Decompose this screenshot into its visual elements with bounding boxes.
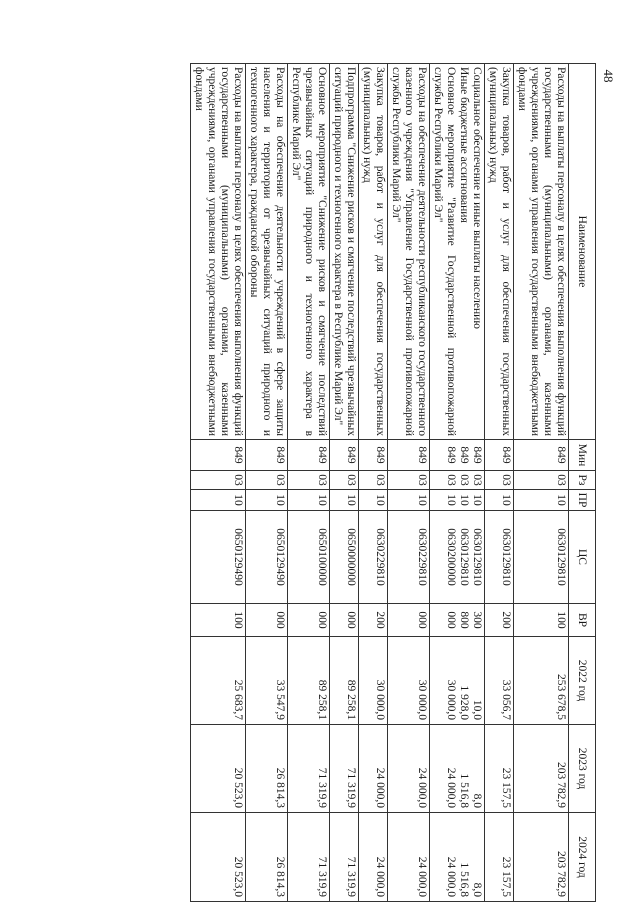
row-vr: 300 [471, 611, 483, 629]
row-2022: 1 928,0 [458, 685, 470, 720]
row-2023: 26 814,3 [246, 725, 288, 813]
row-rz: 03 [191, 471, 246, 490]
row-2024: 8,0 [471, 882, 483, 897]
header-2023: 2023 год [569, 725, 596, 813]
row-pr: 10 [246, 490, 288, 511]
row-2024: 1 516,8 [458, 862, 470, 897]
row-name: Закупка товаров, работ и услуг для обеспечения государственных (муниципальных) нужд [359, 64, 388, 440]
header-2022: 2022 год [569, 637, 596, 725]
row-2022: 89 258,1 [330, 637, 359, 725]
row-2023: 20 523,0 [191, 725, 246, 813]
row-2022: 10,0 [471, 699, 483, 720]
row-pr: 10 [359, 490, 388, 511]
row-vr: 200 [359, 604, 388, 637]
header-name: Наименование [569, 64, 596, 440]
row-vr: 000 [330, 604, 359, 637]
rotated-page-content [126, 63, 596, 901]
page-number: 48 [601, 69, 616, 83]
row-pr: 10 [458, 494, 470, 506]
row-2023: 71 319,9 [330, 725, 359, 813]
row-pr: 10 [485, 490, 514, 511]
row-vr: 000 [288, 604, 330, 637]
row-vr: 000 [246, 604, 288, 637]
row-min: 849 [514, 440, 569, 471]
row-2024: 203 782,9 [514, 813, 569, 902]
table-row [288, 64, 330, 902]
row-2023: 1 516,8 [458, 773, 470, 808]
row-min: 849 [458, 446, 470, 464]
row-rz: 03 [458, 474, 470, 486]
row-min: 849 [191, 440, 246, 471]
row-2023: 203 782,9 [514, 725, 569, 813]
table-row [514, 64, 569, 902]
row-rz: 03 [471, 474, 483, 486]
row-pr: 10 [514, 490, 569, 511]
row-2023: 24 000,0 [359, 725, 388, 813]
row-vr: 100 [191, 604, 246, 637]
row-min: 849 [445, 446, 457, 464]
row-2024: 26 814,3 [246, 813, 288, 902]
row-name: Иные бюджетные ассигнования [458, 67, 470, 223]
row-cs: 0630229810 [359, 511, 388, 604]
header-min: Мин [569, 440, 596, 471]
row-name: Расходы на выплаты персоналу в целях обеспечения выполнения функций государственными (муниципальными) органами, казенными учреждениями, органами управления государственными внебюджетными фондами [191, 64, 246, 440]
row-2024: 23 157,5 [485, 813, 514, 902]
row-rz: 03 [288, 471, 330, 490]
row-cs: 0650000000 [330, 511, 359, 604]
row-vr: 100 [514, 604, 569, 637]
row-min: 849 [246, 440, 288, 471]
row-name: Расходы на обеспечение деятельности республиканского государственного казенного учреждения "Управление Государственной противопожарной службы Республики Марий Эл" [388, 64, 430, 440]
row-cs: 0630129810 [485, 511, 514, 604]
row-2023: 8,0 [471, 793, 483, 808]
row-rz: 03 [485, 471, 514, 490]
row-min: 849 [330, 440, 359, 471]
row-cs: 0630200000 [445, 528, 457, 586]
row-name: Основное мероприятие "Развитие Государственной противопожарной службы Республики Марий Эл" [432, 67, 457, 436]
header-rz: Рз [569, 471, 596, 490]
row-name: Подпрограмма "Снижение рисков и смягчение последствий чрезвычайных ситуаций природного и техногенного характера в Республике Марий Эл" [330, 64, 359, 440]
row-rz: 03 [359, 471, 388, 490]
row-2022: 30 000,0 [388, 637, 430, 725]
row-rz: 03 [246, 471, 288, 490]
row-rz: 03 [445, 474, 457, 486]
row-min: 849 [471, 446, 483, 464]
row-2024: 24 000,0 [445, 856, 457, 897]
row-pr: 10 [191, 490, 246, 511]
table-row [485, 64, 514, 902]
row-name: Социальное обеспечение и иные выплаты населению [471, 67, 483, 329]
row-cs: 0630129810 [471, 528, 483, 586]
row-cs: 0650129490 [191, 511, 246, 604]
row-2023: 23 157,5 [485, 725, 514, 813]
row-cs: 0630129810 [458, 528, 470, 586]
header-cs: ЦС [569, 511, 596, 604]
row-rz: 03 [330, 471, 359, 490]
row-2023: 71 319,9 [288, 725, 330, 813]
header-vr: ВР [569, 604, 596, 637]
row-2022: 253 678,5 [514, 637, 569, 725]
row-min: 849 [388, 440, 430, 471]
row-2022: 25 683,7 [191, 637, 246, 725]
row-cs: 0650129490 [246, 511, 288, 604]
row-pr: 10 [330, 490, 359, 511]
row-min: 849 [288, 440, 330, 471]
row-pr: 10 [288, 490, 330, 511]
table-row [388, 64, 430, 902]
table-row [330, 64, 359, 902]
row-name: Расходы на обеспечение деятельности учреждений в сфере защиты населения и территории от чрезвычайных ситуаций природного и техногенного характера, гражданской обороны [246, 64, 288, 440]
table-header-row [569, 64, 596, 902]
header-2024: 2024 год [569, 813, 596, 902]
row-cs: 0630229810 [388, 511, 430, 604]
budget-table [190, 63, 596, 902]
row-2023: 24 000,0 [445, 767, 457, 808]
row-vr: 000 [445, 611, 457, 629]
row-cs: 0650100000 [288, 511, 330, 604]
row-name: Расходы на выплаты персоналу в целях обеспечения выполнения функций государственными (муниципальными) органами, казенными учреждениями, органами управления государственными внебюджетными фондами [514, 64, 569, 440]
row-rz: 03 [388, 471, 430, 490]
row-2022: 30 000,0 [445, 679, 457, 720]
row-2024: 24 000,0 [359, 813, 388, 902]
table-row [191, 64, 246, 902]
row-2022: 30 000,0 [359, 637, 388, 725]
row-min: 849 [359, 440, 388, 471]
row-2024: 71 319,9 [330, 813, 359, 902]
row-min: 849 [485, 440, 514, 471]
row-vr: 200 [485, 604, 514, 637]
row-rz: 03 [514, 471, 569, 490]
row-vr: 000 [388, 604, 430, 637]
row-cs: 0630129810 [514, 511, 569, 604]
row-2022: 33 056,7 [485, 637, 514, 725]
table-row [246, 64, 288, 902]
row-pr: 10 [445, 494, 457, 506]
row-pr: 10 [388, 490, 430, 511]
header-pr: ПР [569, 490, 596, 511]
row-pr: 10 [471, 494, 483, 506]
row-2024: 24 000,0 [388, 813, 430, 902]
row-2022: 33 547,9 [246, 637, 288, 725]
row-name: Закупка товаров, работ и услуг для обеспечения государственных (муниципальных) нужд [485, 64, 514, 440]
row-vr: 800 [458, 611, 470, 629]
row-2024: 71 319,9 [288, 813, 330, 902]
row-2023: 24 000,0 [388, 725, 430, 813]
row-name: Основное мероприятие "Снижение рисков и смягчение последствий чрезвычайных ситуаций природного и техногенного характера в Республике Марий Эл" [288, 64, 330, 440]
table-row-group [430, 64, 485, 902]
row-2024: 20 523,0 [191, 813, 246, 902]
table-row [359, 64, 388, 902]
row-2022: 89 258,1 [288, 637, 330, 725]
